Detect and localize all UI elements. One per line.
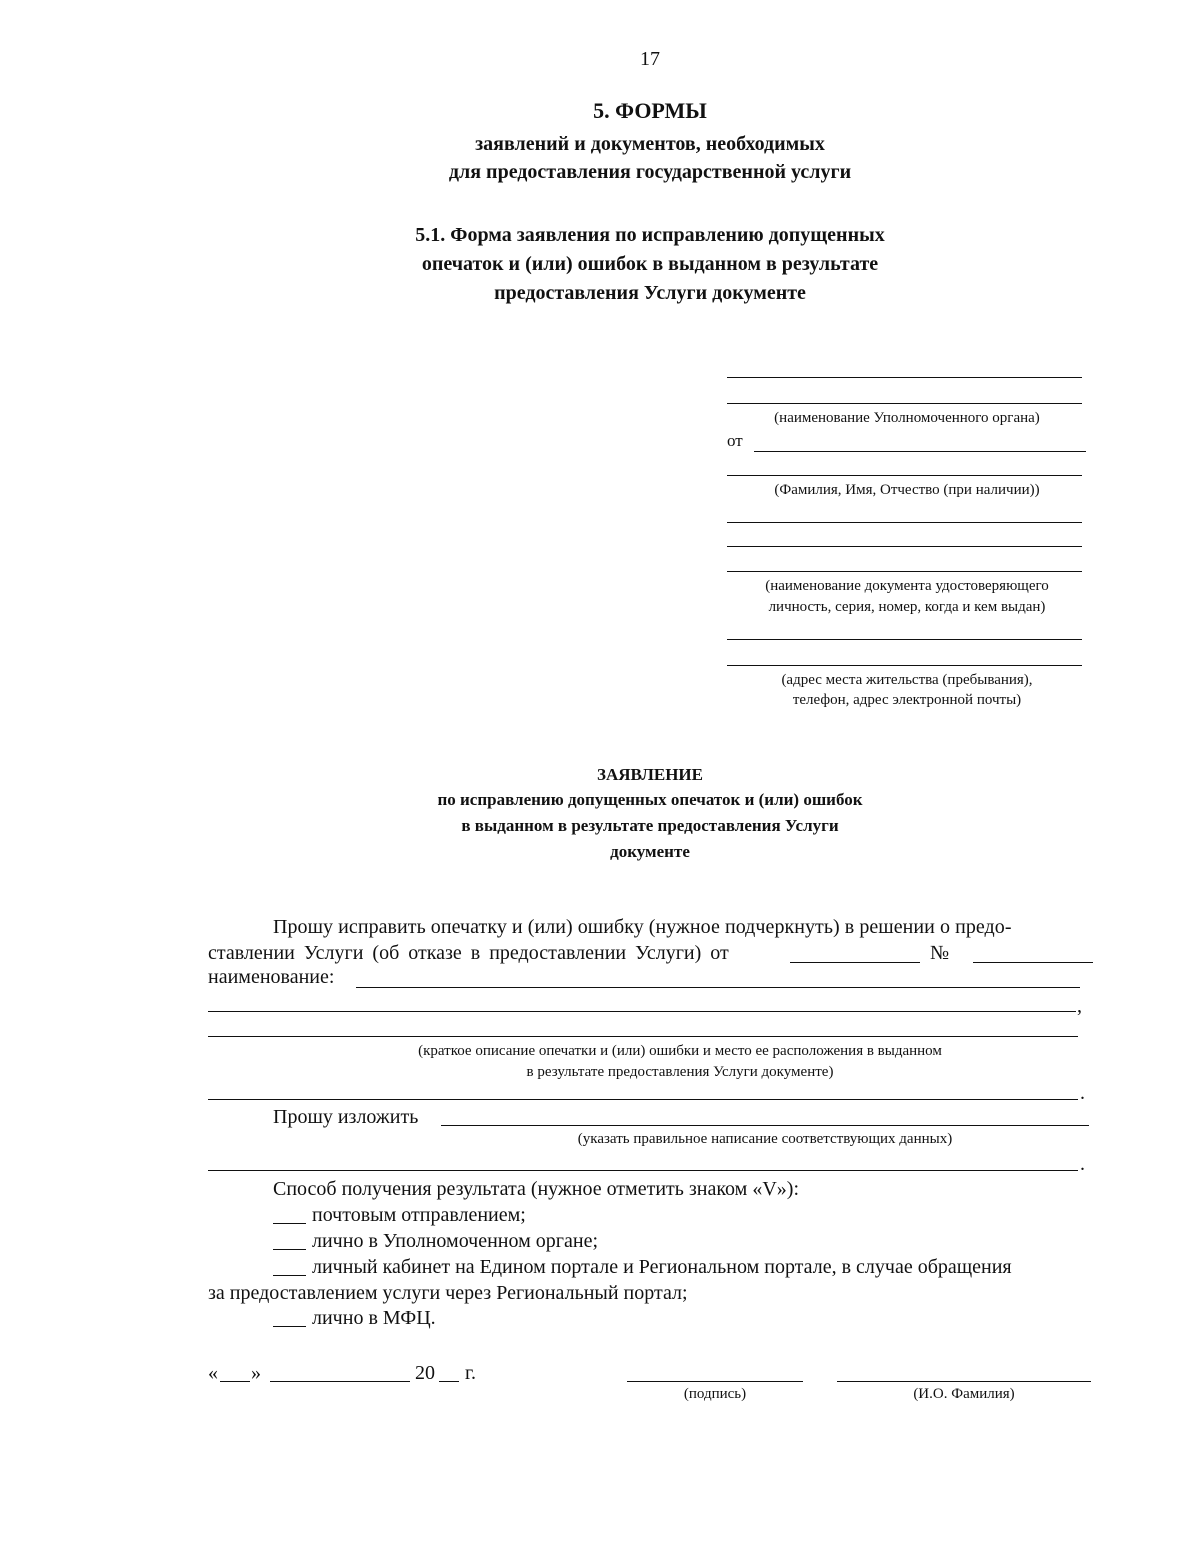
option-authority-checkbox[interactable]	[273, 1249, 306, 1250]
full-name-field[interactable]	[837, 1381, 1091, 1382]
fio-caption: (Фамилия, Имя, Отчество (при наличии))	[774, 482, 1040, 498]
subsection-title-line1: 5.1. Форма заявления по исправлению допущенных	[415, 224, 885, 246]
description-caption-line2: в результате предоставления Услуги документе)	[526, 1064, 834, 1080]
authority-caption: (наименование Уполномоченного органа)	[774, 410, 1040, 426]
address-caption-line2: телефон, адрес электронной почты)	[792, 692, 1022, 708]
option-portal-label: личный кабинет на Едином портале и Региональном портале, в случае обращения	[312, 1256, 1012, 1278]
delivery-method-label: Способ получения результата (нужное отметить знаком «V»):	[273, 1178, 799, 1200]
name-label: наименование:	[208, 966, 335, 988]
subsection-title-line2: опечаток и (или) ошибок в выданном в результате	[421, 253, 879, 275]
signature-field[interactable]	[627, 1381, 803, 1382]
description-field-line-2[interactable]	[208, 1099, 1078, 1100]
description-field-line[interactable]	[208, 1036, 1078, 1037]
section-title-line2: заявлений и документов, необходимых	[475, 133, 825, 155]
fio-field-line[interactable]	[727, 475, 1082, 476]
option-mfc-label: лично в МФЦ.	[312, 1307, 436, 1329]
subsection-title-line3: предоставления Услуги документе	[494, 282, 806, 304]
date-year-prefix: 20	[415, 1362, 435, 1384]
address-caption-line1: (адрес места жительства (пребывания),	[781, 672, 1033, 688]
date-quote-open: «	[208, 1362, 218, 1384]
date-month-field[interactable]	[270, 1381, 410, 1382]
number-sign: №	[930, 942, 950, 964]
request-text-line2: ставлении Услуги (об отказе в предоставлении Услуги) от	[208, 942, 729, 964]
from-field-line[interactable]	[754, 451, 1086, 452]
statement-subheading-line2: в выданном в результате предоставления Услуги	[461, 816, 839, 835]
address-field-line-1[interactable]	[727, 639, 1082, 640]
restate-caption: (указать правильное написание соответствующих данных)	[577, 1131, 953, 1147]
signature-caption: (подпись)	[683, 1386, 747, 1402]
date-year-field[interactable]	[439, 1381, 459, 1382]
id-doc-caption-line2: личность, серия, номер, когда и кем выдан)	[768, 599, 1046, 615]
name-field-comma: ,	[1077, 995, 1082, 1017]
option-portal-checkbox[interactable]	[273, 1275, 306, 1276]
option-post-label: почтовым отправлением;	[312, 1204, 526, 1226]
id-doc-field-line-2[interactable]	[727, 546, 1082, 547]
request-text-line1: Прошу исправить опечатку и (или) ошибку (нужное подчеркнуть) в решении о предо-	[273, 916, 1012, 938]
decision-number-field[interactable]	[973, 962, 1093, 963]
authority-field-line-2[interactable]	[727, 403, 1082, 404]
restate-period: .	[1080, 1153, 1085, 1175]
address-field-line-2[interactable]	[727, 665, 1082, 666]
option-portal-continuation: за предоставлением услуги через Региональный портал;	[208, 1282, 688, 1304]
decision-date-field[interactable]	[790, 962, 920, 963]
name-field-line-1[interactable]	[356, 987, 1080, 988]
section-title: 5. ФОРМЫ	[593, 98, 707, 123]
name-field-line-2[interactable]	[208, 1011, 1076, 1012]
option-post-checkbox[interactable]	[273, 1223, 306, 1224]
restate-field-line-2[interactable]	[208, 1170, 1078, 1171]
id-doc-field-line-1[interactable]	[727, 522, 1082, 523]
authority-field-line-1[interactable]	[727, 377, 1082, 378]
option-authority-label: лично в Уполномоченном органе;	[312, 1230, 599, 1252]
page-number: 17	[640, 48, 660, 70]
date-day-field[interactable]	[220, 1381, 250, 1382]
date-quote-close: »	[251, 1362, 261, 1384]
restate-field-line-1[interactable]	[441, 1125, 1089, 1126]
id-doc-field-line-3[interactable]	[727, 571, 1082, 572]
full-name-caption: (И.О. Фамилия)	[913, 1386, 1015, 1402]
restate-label: Прошу изложить	[273, 1106, 419, 1128]
description-period: .	[1080, 1082, 1085, 1104]
option-mfc-checkbox[interactable]	[273, 1326, 306, 1327]
description-caption-line1: (краткое описание опечатки и (или) ошибки и место ее расположения в выданном	[418, 1043, 942, 1059]
date-year-suffix: г.	[465, 1362, 476, 1384]
statement-heading: ЗАЯВЛЕНИЕ	[596, 765, 703, 784]
section-title-line3: для предоставления государственной услуги	[448, 161, 852, 183]
statement-subheading-line3: документе	[610, 842, 690, 861]
statement-subheading-line1: по исправлению допущенных опечаток и (или) ошибок	[437, 790, 863, 809]
from-label: от	[727, 431, 743, 450]
id-doc-caption-line1: (наименование документа удостоверяющего	[765, 578, 1049, 594]
